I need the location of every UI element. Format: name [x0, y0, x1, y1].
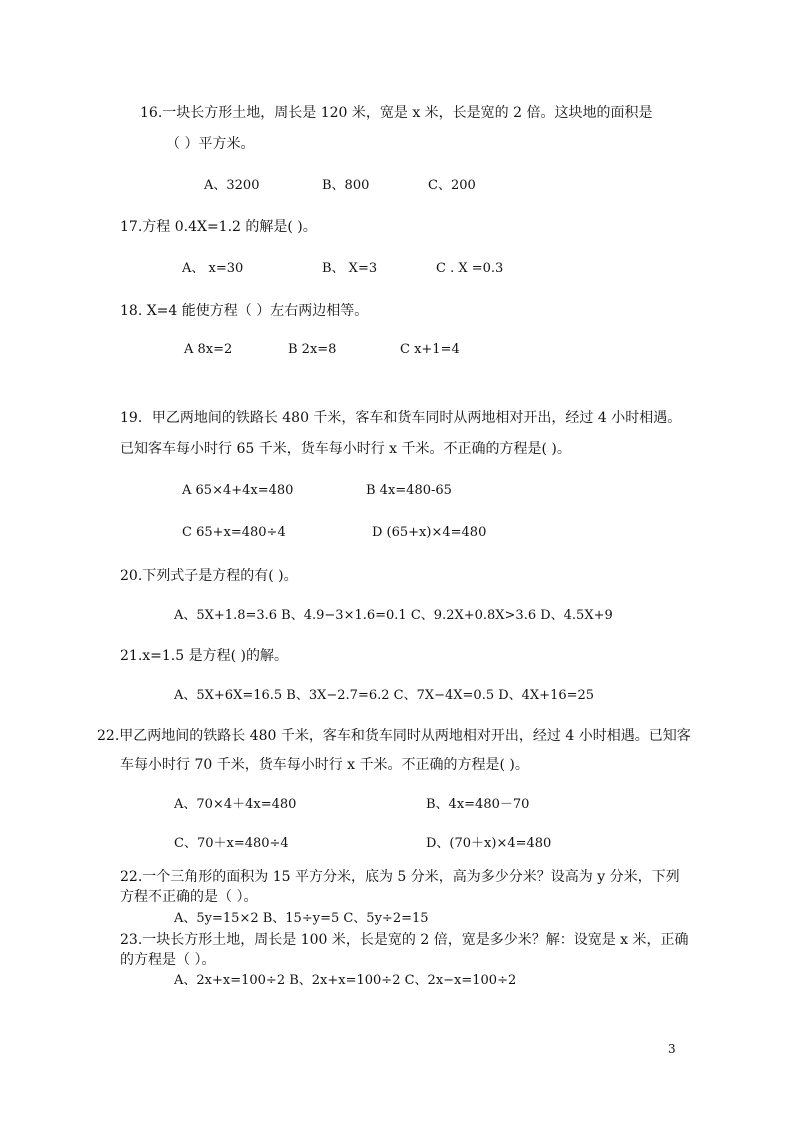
q16-line1: 16.一块长方形土地，周长是 120 米，宽是 x 米，长是宽的 2 倍。这块地的面积是 [140, 105, 653, 121]
q22a-option-a: A、70×4＋4x=480 [174, 797, 297, 812]
q19-line1: 19．甲乙两地间的铁路长 480 千米，客车和货车同时从两地相对开出，经过 4 小时相遇。 [120, 410, 682, 426]
q23-options: A、2x+x=100÷2 B、2x+x=100÷2 C、2x−x=100÷2 [174, 973, 517, 988]
q22a-line1: 22.甲乙两地间的铁路长 480 千米，客车和货车同时从两地相对开出，经过 4 小时相遇。已知客 [97, 728, 691, 744]
q19-option-b: B 4x=480-65 [366, 483, 452, 498]
q19-line2: 已知客车每小时行 65 千米，货车每小时行 x 千米。不正确的方程是( )。 [120, 441, 571, 457]
q22b-line1: 22.一个三角形的面积为 15 平方分米，底为 5 分米，高为多少分米？设高为 y 分米，下列 [120, 869, 680, 885]
q16-option-b: B、800 [322, 178, 370, 193]
page-number: 3 [668, 1042, 676, 1056]
q21-options: A、5X+6X=16.5 B、3X−2.7=6.2 C、7X−4X=0.5 D、4X+16=25 [174, 688, 595, 703]
q17-stem: 17.方程 0.4X=1.2 的解是( )。 [120, 219, 317, 235]
q20-stem: 20.下列式子是方程的有( )。 [120, 568, 298, 584]
q19-option-a: A 65×4+4x=480 [182, 483, 294, 498]
q16-option-c: C、200 [428, 178, 476, 193]
q21-stem: 21.x=1.5 是方程( )的解。 [120, 648, 288, 664]
q22a-option-b: B、4x=480－70 [426, 797, 530, 812]
q22b-options: A、5y=15×2 B、15÷y=5 C、5y÷2=15 [174, 911, 429, 926]
q22b-line2: 方程不正确的是（ ）。 [120, 889, 258, 905]
q19-option-d: D (65+x)×4=480 [372, 525, 487, 540]
q22a-line2: 车每小时行 70 千米，货车每小时行 x 千米。不正确的方程是( )。 [120, 757, 529, 773]
q23-line2: 的方程是（ ）。 [120, 952, 216, 968]
q18-option-b: B 2x=8 [288, 342, 337, 357]
q22a-option-c: C、70＋x=480÷4 [174, 836, 289, 851]
q18-option-c: C x+1=4 [400, 342, 460, 357]
q17-option-c: C . X =0.3 [436, 261, 504, 276]
q16-line2: （ ）平方米。 [166, 136, 255, 152]
q20-options: A、5X+1.8=3.6 B、4.9−3×1.6=0.1 C、9.2X+0.8X>3.6 D、4.5X+9 [174, 608, 613, 623]
q18-stem: 18. X=4 能使方程（ ）左右两边相等。 [120, 303, 369, 319]
q16-option-a: A、3200 [204, 178, 260, 193]
q18-option-a: A 8x=2 [184, 342, 233, 357]
q23-line1: 23.一块长方形土地，周长是 100 米，长是宽的 2 倍，宽是多少米？解：设宽是 x 米，正确 [120, 932, 689, 948]
q19-option-c: C 65+x=480÷4 [182, 525, 286, 540]
q17-option-b: B、 X=3 [322, 261, 378, 276]
q17-option-a: A、 x=30 [182, 261, 244, 276]
q22a-option-d: D、(70＋x)×4=480 [426, 836, 552, 851]
